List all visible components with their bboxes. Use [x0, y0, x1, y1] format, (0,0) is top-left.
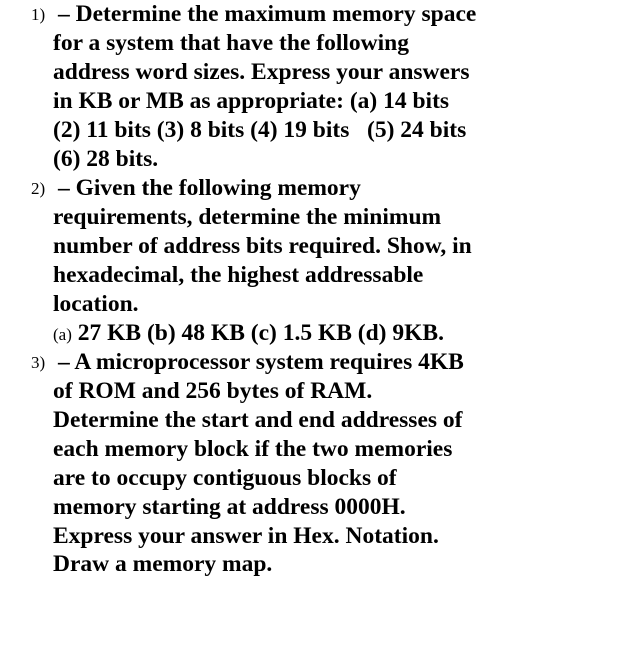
- question-3-line-3: Determine the start and end addresses of: [53, 407, 463, 433]
- question-1-line-3: address word sizes. Express your answers: [53, 59, 470, 85]
- question-1-line-2: for a system that have the following: [53, 30, 409, 56]
- question-2-line-1: – Given the following memory: [58, 175, 361, 201]
- question-1-line-5: (2) 11 bits (3) 8 bits (4) 19 bits (5) 24 bits: [53, 117, 467, 143]
- question-2-options-prefix: (a): [53, 325, 72, 344]
- question-2-line-3: number of address bits required. Show, in: [53, 233, 472, 259]
- question-3-line-1: – A microprocessor system requires 4KB: [58, 349, 464, 375]
- question-3-line-5: are to occupy contiguous blocks of: [53, 465, 397, 491]
- question-2-line-2: requirements, determine the minimum: [53, 204, 442, 230]
- question-1-line-1: – Determine the maximum memory space: [58, 1, 477, 27]
- question-2-line-5: location.: [53, 291, 139, 317]
- question-1-line-4: in KB or MB as appropriate: (a) 14 bits: [53, 88, 450, 114]
- question-2-line-4: hexadecimal, the highest addressable: [53, 262, 424, 288]
- question-3-line-6: memory starting at address 0000H.: [53, 494, 406, 520]
- question-3-line-8: Draw a memory map.: [53, 551, 273, 577]
- question-3-line-2: of ROM and 256 bytes of RAM.: [53, 378, 373, 404]
- question-1-number: 1): [31, 5, 46, 24]
- question-1-line-6: (6) 28 bits.: [53, 146, 159, 172]
- question-3-line-7: Express your answer in Hex. Notation.: [53, 523, 439, 549]
- question-3-line-4: each memory block if the two memories: [53, 436, 453, 462]
- question-2-options-text: 27 KB (b) 48 KB (c) 1.5 KB (d) 9KB.: [71, 320, 444, 346]
- question-2-number: 2): [31, 179, 46, 198]
- question-3-number: 3): [31, 353, 46, 372]
- question-2-options: [53, 319, 444, 349]
